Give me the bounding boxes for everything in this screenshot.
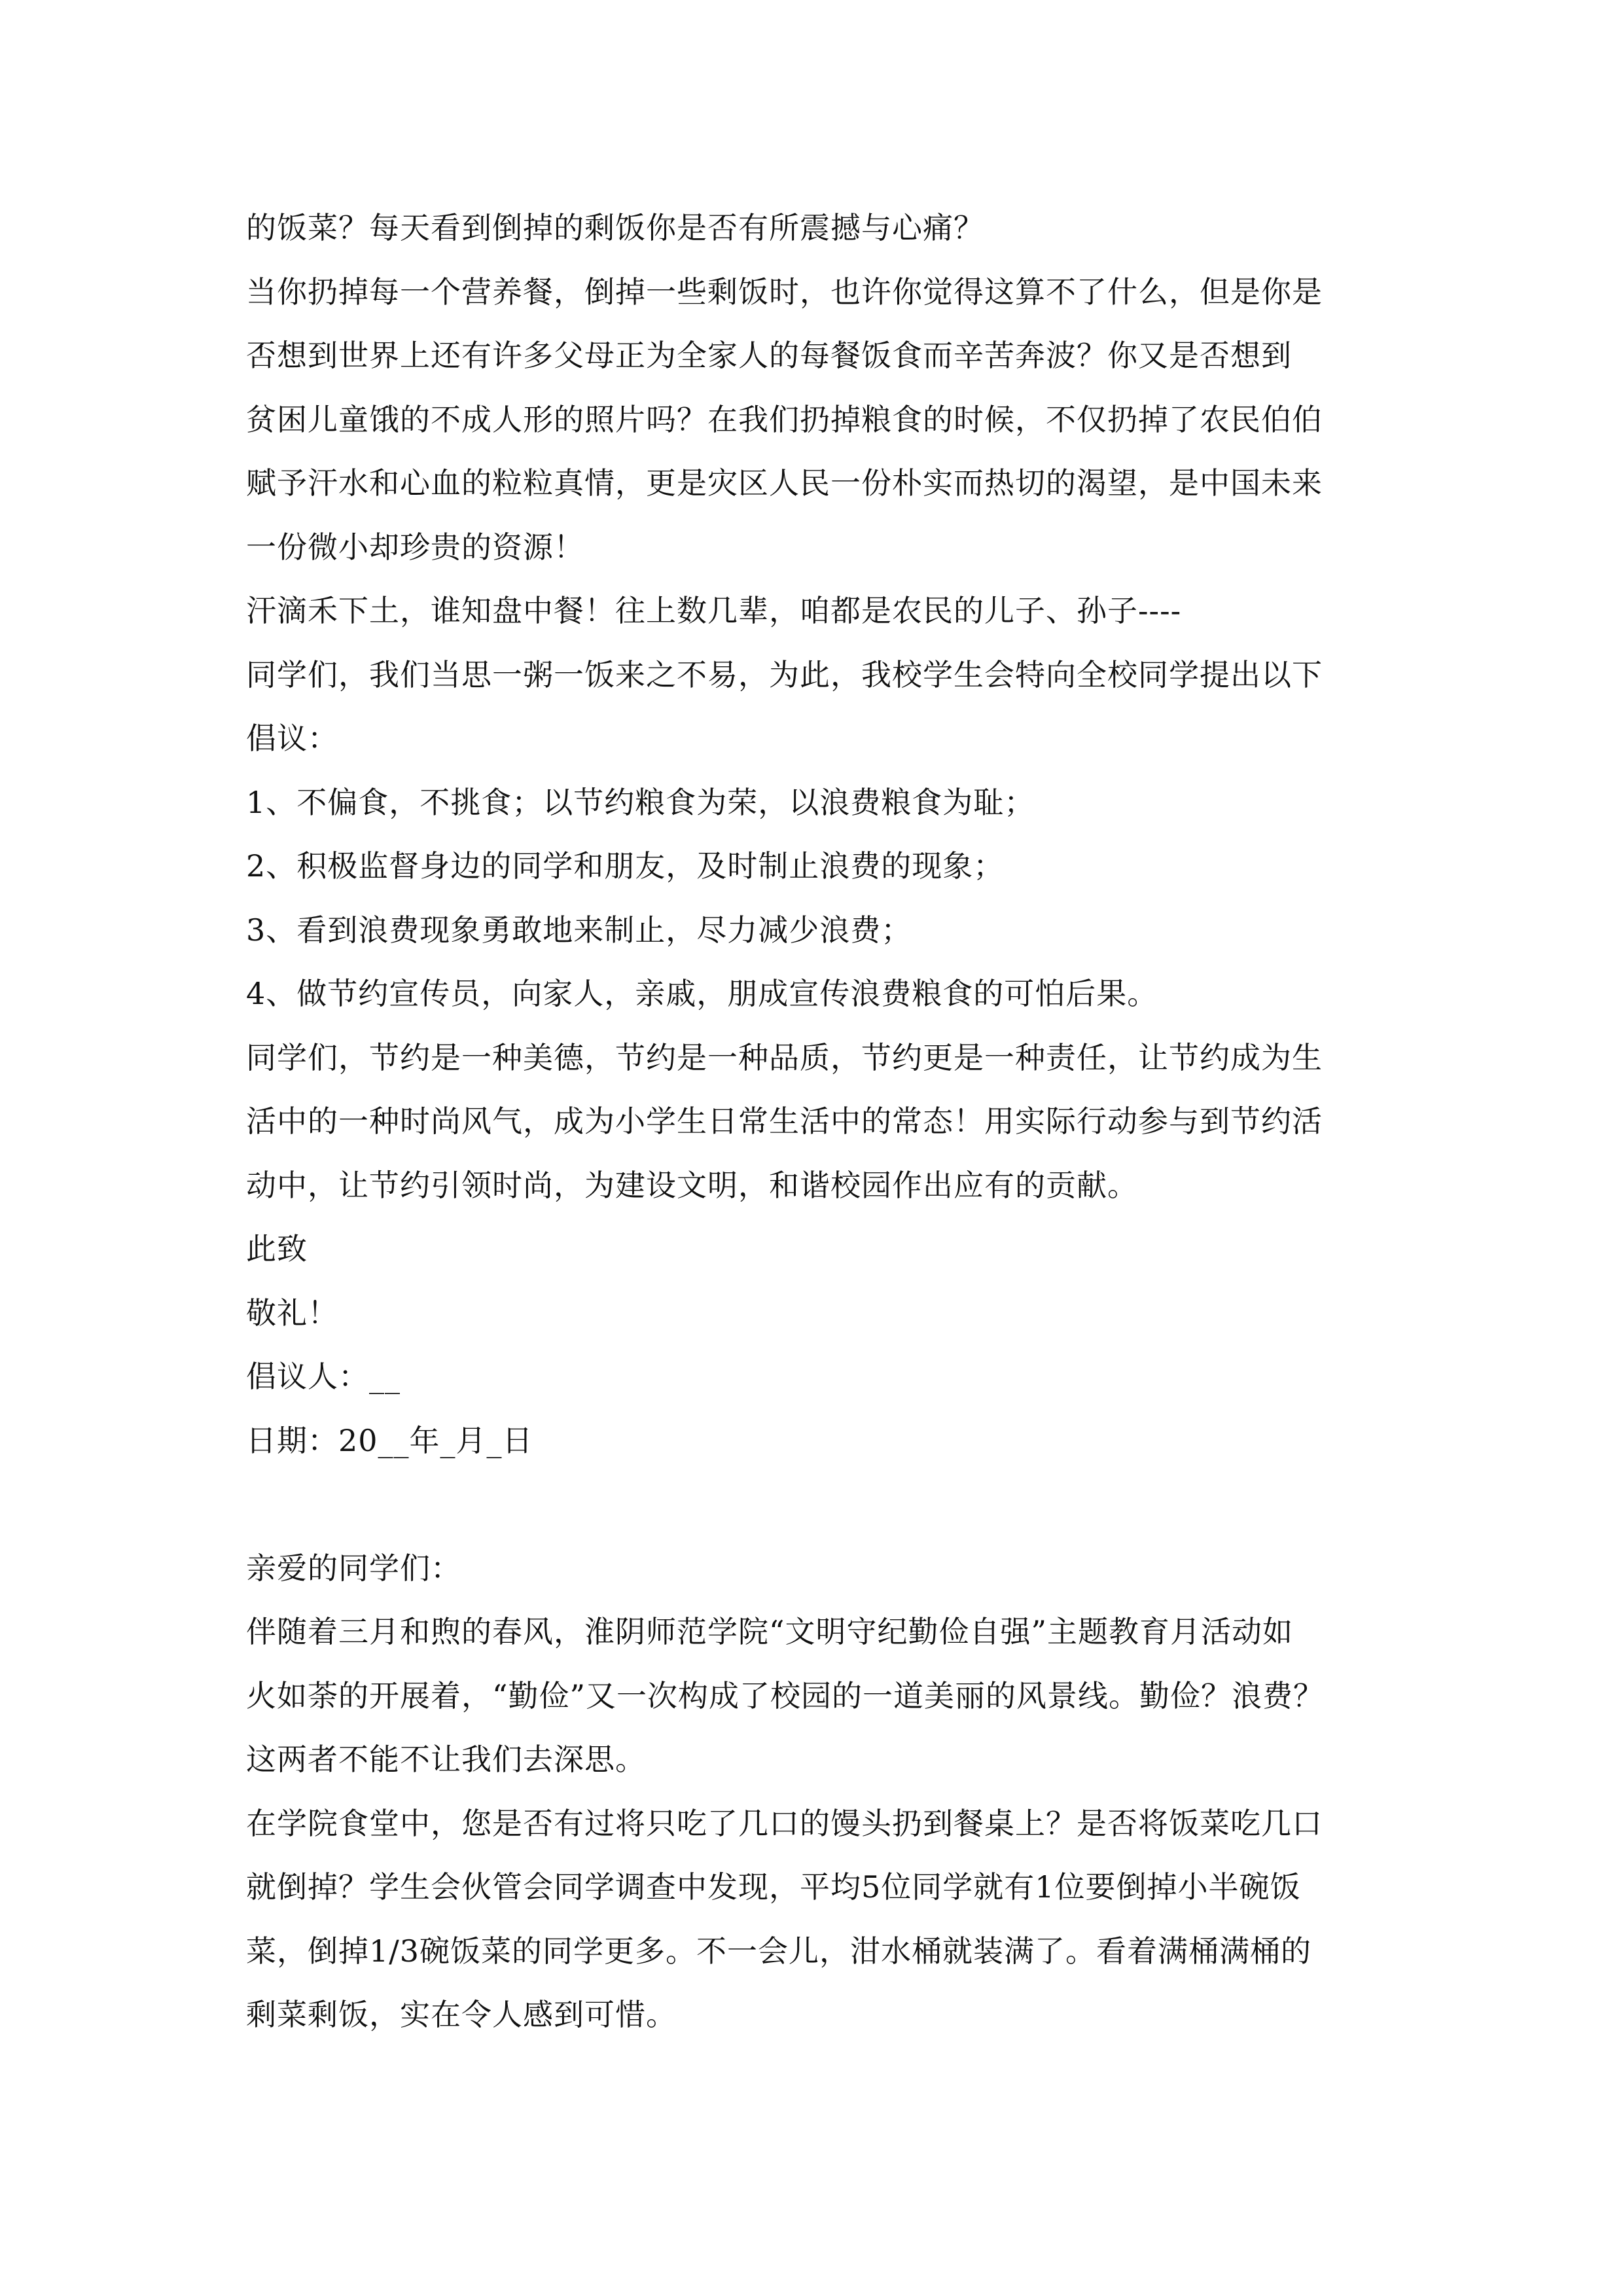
list-item: 2、积极监督身边的同学和朋友，及时制止浪费的现象； xyxy=(246,848,1005,884)
closing-salute: 敬礼！ xyxy=(246,1295,338,1331)
date-line: 日期：20__年_月_日 xyxy=(246,1422,533,1458)
text-line: 就倒掉？学生会伙管会同学调查中发现，平均5位同学就有1位要倒掉小半碗饭 xyxy=(246,1869,1301,1905)
document-body xyxy=(246,196,1385,2047)
text-line: 汗滴禾下土，谁知盘中餐！往上数几辈，咱都是农民的儿子、孙子---- xyxy=(246,593,1182,628)
section-gap xyxy=(246,1473,1385,1537)
list-item: 3、看到浪费现象勇敢地来制止，尽力减少浪费； xyxy=(246,912,912,948)
text-line: 火如荼的开展着，“勤俭”又一次构成了校园的一道美丽的风景线。勤俭？浪费？ xyxy=(246,1677,1325,1713)
text-line: 当你扔掉每一个营养餐，倒掉一些剩饭时，也许你觉得这算不了什么，但是你是 xyxy=(246,274,1323,310)
signature-line: 倡议人：__ xyxy=(246,1359,401,1394)
closing-line: 此致 xyxy=(246,1231,308,1266)
text-line: 否想到世界上还有许多父母正为全家人的每餐饭食而辛苦奔波？你又是否想到 xyxy=(246,338,1292,373)
text-line: 贫困儿童饿的不成人形的照片吗？在我们扔掉粮食的时候，不仅扔掉了农民伯伯 xyxy=(246,401,1323,437)
list-item: 4、做节约宣传员，向家人，亲戚，朋成宣传浪费粮食的可怕后果。 xyxy=(246,976,1158,1011)
text-line: 在学院食堂中，您是否有过将只吃了几口的馒头扔到餐桌上？是否将饭菜吃几口 xyxy=(246,1805,1323,1841)
text-line: 倡议： xyxy=(246,721,338,756)
text-line: 赋予汗水和心血的粒粒真情，更是灾区人民一份朴实而热切的渴望，是中国未来 xyxy=(246,465,1323,501)
salutation: 亲爱的同学们： xyxy=(246,1550,461,1586)
text-line: 剩菜剩饭，实在令人感到可惜。 xyxy=(246,1997,677,2032)
text-line: 伴随着三月和煦的春风，淮阴师范学院“文明守纪勤俭自强”主题教育月活动如 xyxy=(246,1614,1294,1649)
text-line: 一份微小却珍贵的资源！ xyxy=(246,529,584,565)
text-line: 菜，倒掉1/3碗饭菜的同学更多。不一会儿，泔水桶就装满了。看着满桶满桶的 xyxy=(246,1933,1312,1969)
text-line: 同学们，我们当思一粥一饭来之不易，为此，我校学生会特向全校同学提出以下 xyxy=(246,656,1323,692)
text-line: 同学们，节约是一种美德，节约是一种品质，节约更是一种责任，让节约成为生 xyxy=(246,1039,1323,1075)
text-line: 动中，让节约引领时尚，为建设文明，和谐校园作出应有的贡献。 xyxy=(246,1167,1138,1203)
text-line: 的饭菜？每天看到倒掉的剩饭你是否有所震撼与心痛？ xyxy=(246,210,984,245)
text-line: 活中的一种时尚风气，成为小学生日常生活中的常态！用实际行动参与到节约活 xyxy=(246,1103,1323,1139)
text-line: 这两者不能不让我们去深思。 xyxy=(246,1742,646,1777)
list-item: 1、不偏食，不挑食；以节约粮食为荣，以浪费粮食为耻； xyxy=(246,784,1035,820)
